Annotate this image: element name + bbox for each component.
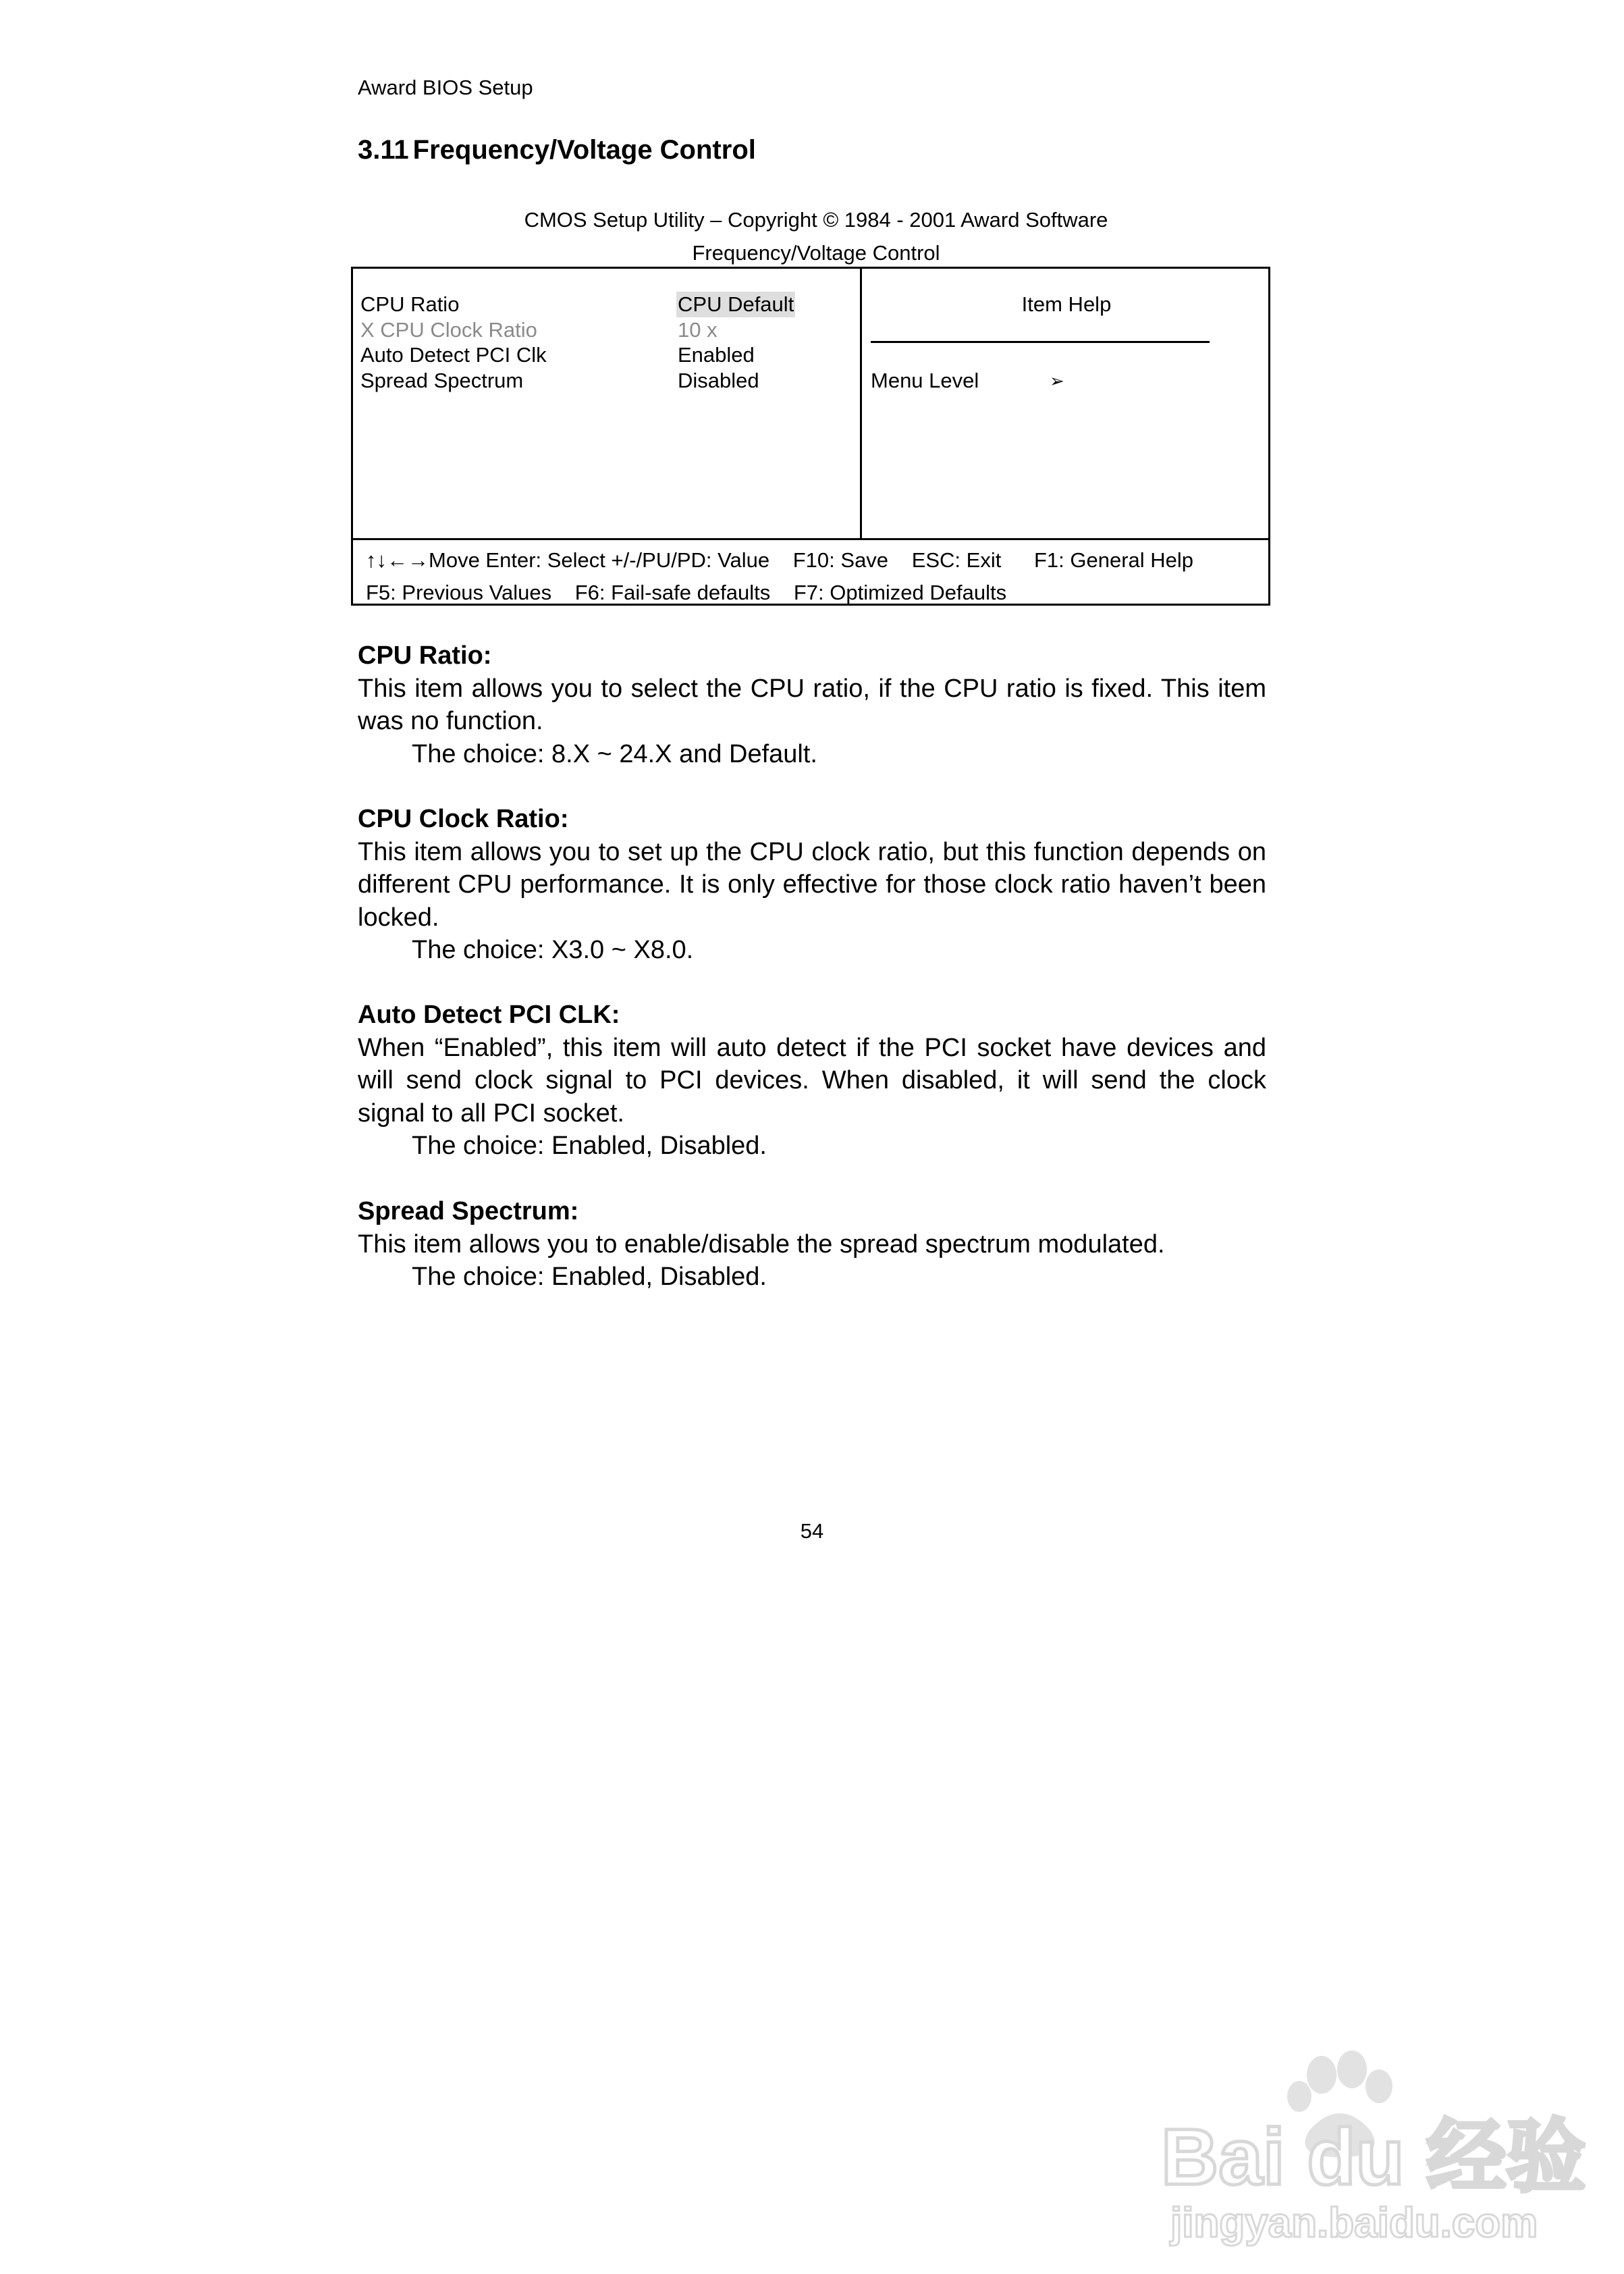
bios-nav-line-1 bbox=[366, 548, 1193, 573]
bios-item-value-auto-detect-pci-clk[interactable]: Enabled bbox=[678, 343, 755, 367]
page-number: 54 bbox=[800, 1519, 824, 1543]
menu-level-label: Menu Level bbox=[871, 369, 979, 392]
item-help-title: Item Help bbox=[1021, 292, 1112, 316]
bios-item-label-auto-detect-pci-clk[interactable]: Auto Detect PCI Clk bbox=[360, 343, 547, 367]
description-text: This item allows you to enable/disable the spread spectrum modulated. bbox=[358, 1229, 1165, 1259]
nav-f5-previous-values: F5: Previous Values bbox=[366, 581, 552, 604]
description-cpu-clock-ratio bbox=[358, 803, 1266, 967]
section-title-text: Frequency/Voltage Control bbox=[412, 135, 756, 165]
description-choice: The choice: Enabled, Disabled. bbox=[412, 1132, 767, 1160]
description-heading: CPU Clock Ratio: bbox=[358, 805, 569, 833]
bios-item-value-cpu-ratio[interactable]: CPU Default bbox=[678, 292, 794, 316]
watermark-brand-text: Bai du 经验 bbox=[1161, 2113, 1586, 2202]
watermark-url-text: jingyan.baidu.com bbox=[1170, 2200, 1538, 2246]
description-heading: CPU Ratio: bbox=[358, 641, 492, 670]
bios-nav-line-2 bbox=[366, 580, 1006, 606]
running-header: Award BIOS Setup bbox=[358, 76, 533, 99]
item-help-rule bbox=[871, 341, 1210, 343]
description-text: This item allows you to select the CPU ratio, if the CPU ratio is fixed. This item was no function. bbox=[358, 674, 1266, 735]
description-text: When “Enabled”, this item will auto detect if the PCI socket have devices and will send clock signal to PCI devices. When disabled, it will send the clock signal to all PCI socket. bbox=[358, 1033, 1266, 1128]
section-title bbox=[358, 135, 756, 165]
description-choice: The choice: X3.0 ~ X8.0. bbox=[412, 936, 694, 964]
nav-esc-exit: ESC: Exit bbox=[911, 548, 1002, 572]
description-text: This item allows you to set up the CPU clock ratio, but this function depends on different CPU performance. It is only effective for those clock ratio haven’t been locked. bbox=[358, 837, 1266, 932]
bios-footer-divider bbox=[351, 538, 1270, 540]
description-heading: Spread Spectrum: bbox=[358, 1197, 579, 1225]
description-spread-spectrum bbox=[358, 1195, 1266, 1294]
nav-f7-optimized-defaults: F7: Optimized Defaults bbox=[793, 581, 1007, 604]
bios-item-label-cpu-ratio[interactable]: CPU Ratio bbox=[360, 292, 460, 316]
bios-item-label-spread-spectrum[interactable]: Spread Spectrum bbox=[360, 369, 524, 392]
bios-item-label-cpu-clock-ratio: X CPU Clock Ratio bbox=[360, 318, 537, 342]
description-choice: The choice: 8.X ~ 24.X and Default. bbox=[412, 739, 817, 768]
section-number: 3.11 bbox=[358, 135, 409, 165]
description-heading: Auto Detect PCI CLK: bbox=[358, 1001, 620, 1029]
bios-item-value-spread-spectrum[interactable]: Disabled bbox=[678, 369, 759, 392]
nav-f1-general-help: F1: General Help bbox=[1033, 548, 1194, 572]
nav-move-select-value: ↑↓←→Move Enter: Select +/-/PU/PD: Value bbox=[366, 548, 770, 572]
baidu-jingyan-watermark bbox=[1147, 2049, 1586, 2246]
bios-column-divider bbox=[860, 267, 862, 539]
description-choice: The choice: Enabled, Disabled. bbox=[412, 1263, 767, 1291]
description-cpu-ratio bbox=[358, 639, 1266, 770]
nav-f6-failsafe-defaults: F6: Fail-safe defaults bbox=[574, 581, 771, 604]
description-auto-detect-pci-clk bbox=[358, 999, 1266, 1163]
cmos-caption-copyright: CMOS Setup Utility – Copyright © 1984 - 2001 Award Software bbox=[524, 208, 1108, 232]
bios-item-value-cpu-clock-ratio: 10 x bbox=[678, 318, 718, 342]
cmos-caption-menu-title: Frequency/Voltage Control bbox=[692, 241, 940, 265]
nav-f10-save: F10: Save bbox=[792, 548, 889, 572]
menu-level-arrow-icon: ➢ bbox=[1050, 371, 1064, 391]
